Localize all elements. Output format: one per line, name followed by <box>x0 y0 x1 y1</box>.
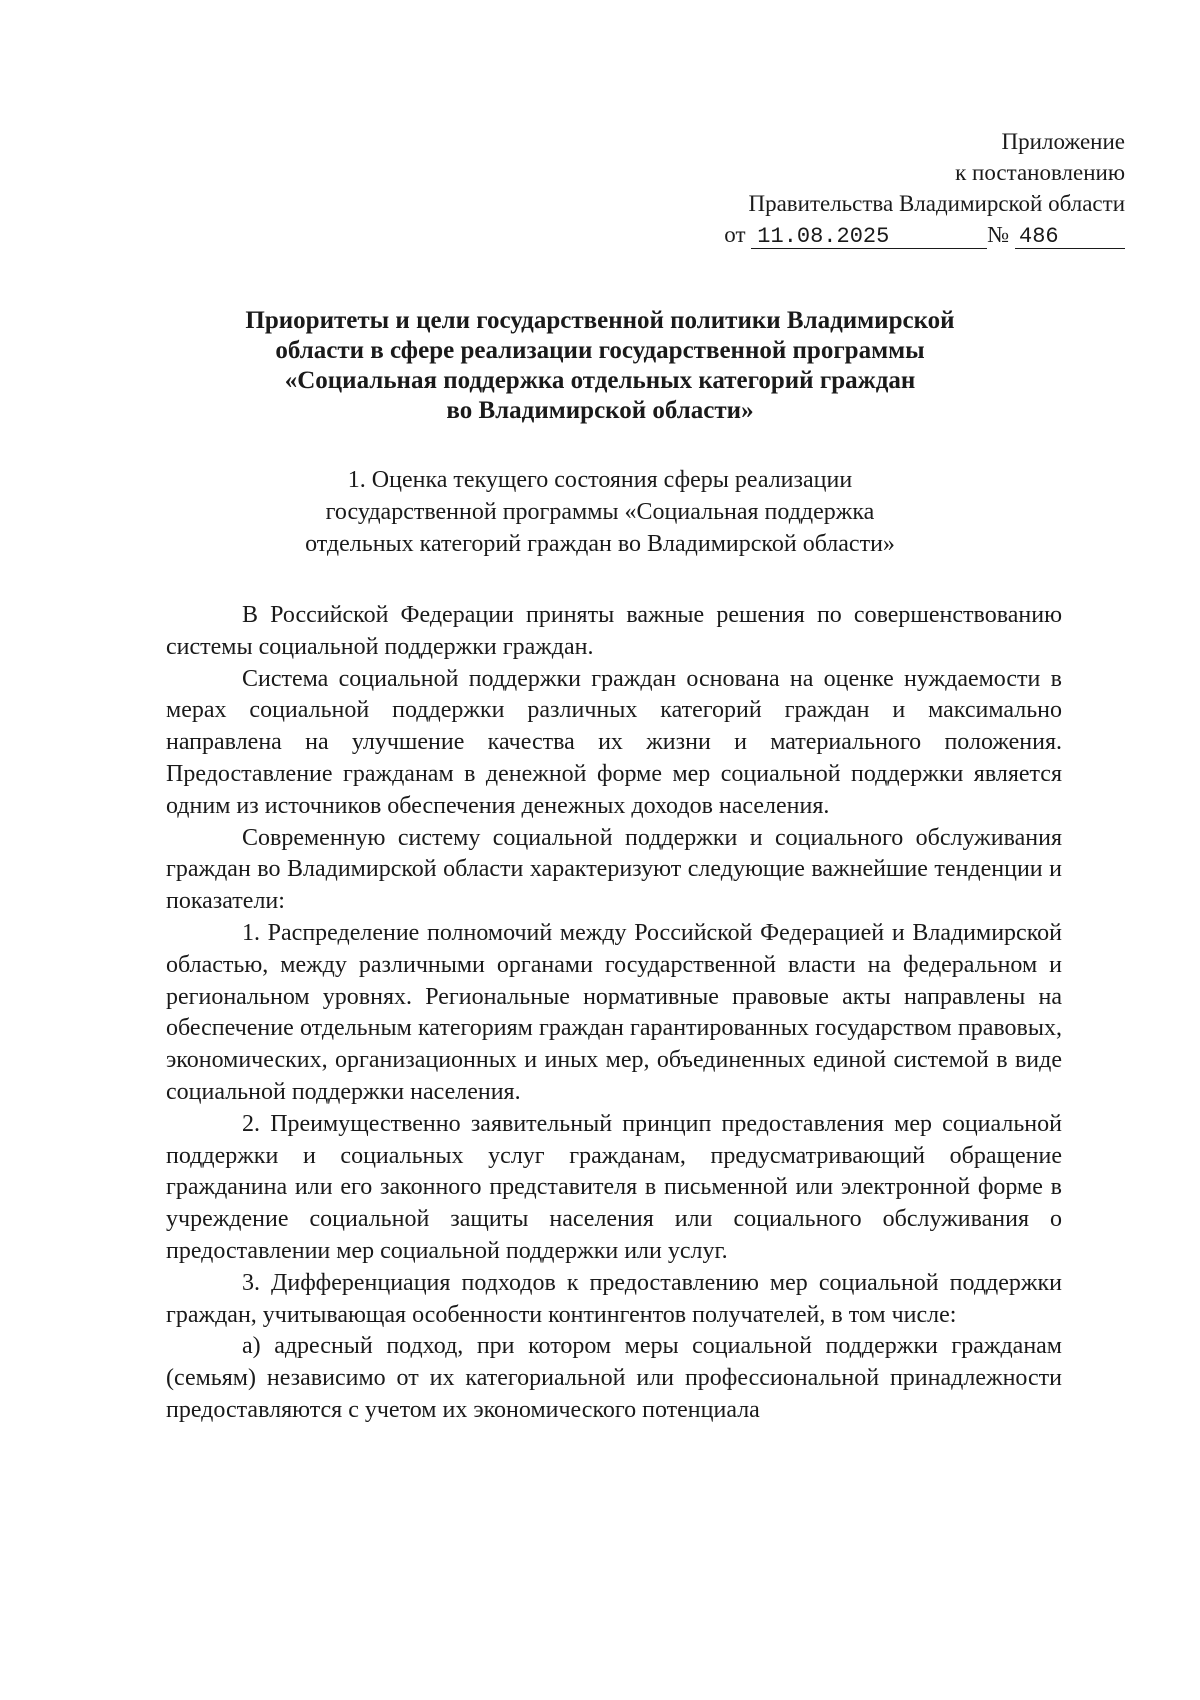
approval-authority-line: Правительства Владимирской области <box>748 191 1125 216</box>
list-item-paragraph: 3. Дифференциация подходов к предоставлению мер социальной поддержки граждан, учитывающая особенности контингентов получателей, в том числе: <box>166 1269 1062 1328</box>
number-prefix: № <box>987 222 1010 247</box>
title-line: Приоритеты и цели государственной политики Владимирской <box>245 307 955 334</box>
paragraph: Современную систему социальной поддержки и социального обслуживания граждан во Владимирской области характеризуют следующие важнейшие тенденции и показатели: <box>166 824 1062 915</box>
title-line: во Владимирской области» <box>446 397 754 424</box>
paragraph: Система социальной поддержки граждан основана на оценке нуждаемости в мерах социальной поддержки различных категорий граждан и максимально направлена на улучшение качества их жизни и материального положения. Предоставление гражданам в денежной форме мер социальной поддержки является одним из источников обеспечения денежных доходов населения. <box>166 665 1062 819</box>
approval-date: 11.08.2025 <box>751 226 987 249</box>
section-heading-line: 1. Оценка текущего состояния сферы реализации <box>347 467 853 493</box>
section-heading <box>160 464 1040 560</box>
list-item-paragraph: 2. Преимущественно заявительный принцип предоставления мер социальной поддержки и социальных услуг гражданам, предусматривающий обращение гражданина или его законного представителя в письменной или электронной форме в учреждение социальной защиты населения или социального обслуживания о предоставлении мер социальной поддержки или услуг. <box>166 1110 1062 1264</box>
approval-number: 486 <box>1015 226 1125 249</box>
section-heading-line: государственной программы «Социальная поддержка <box>325 499 875 525</box>
body-text <box>166 600 1062 1427</box>
sub-item-paragraph: а) адресный подход, при котором меры социальной поддержки гражданам (семьям) независимо от их категориальной или профессиональной принадлежности предоставляются с учетом их экономического потенциала <box>166 1333 1062 1423</box>
approval-label: Приложение <box>1001 129 1125 154</box>
approval-block <box>724 126 1125 250</box>
document-title <box>160 306 1040 426</box>
list-item-paragraph: 1. Распределение полномочий между Российской Федерацией и Владимирской областью, между различными органами государственной власти на федеральном и региональном уровнях. Региональные нормативные правовые акты направлены на обеспечение отдельным категориям граждан гарантированных государством правовых, экономических, организационных и иных мер, объединенных единой системой в виде социальной поддержки населения. <box>166 919 1062 1105</box>
title-line: «Социальная поддержка отдельных категорий граждан <box>284 367 916 394</box>
approval-resolution-line: к постановлению <box>955 160 1125 185</box>
section-heading-line: отдельных категорий граждан во Владимирской области» <box>305 531 895 557</box>
date-prefix: от <box>724 222 746 247</box>
title-line: области в сфере реализации государственной программы <box>275 337 925 364</box>
paragraph: В Российской Федерации приняты важные решения по совершенствованию системы социальной поддержки граждан. <box>166 602 1062 660</box>
approval-date-number-line <box>724 219 1125 250</box>
